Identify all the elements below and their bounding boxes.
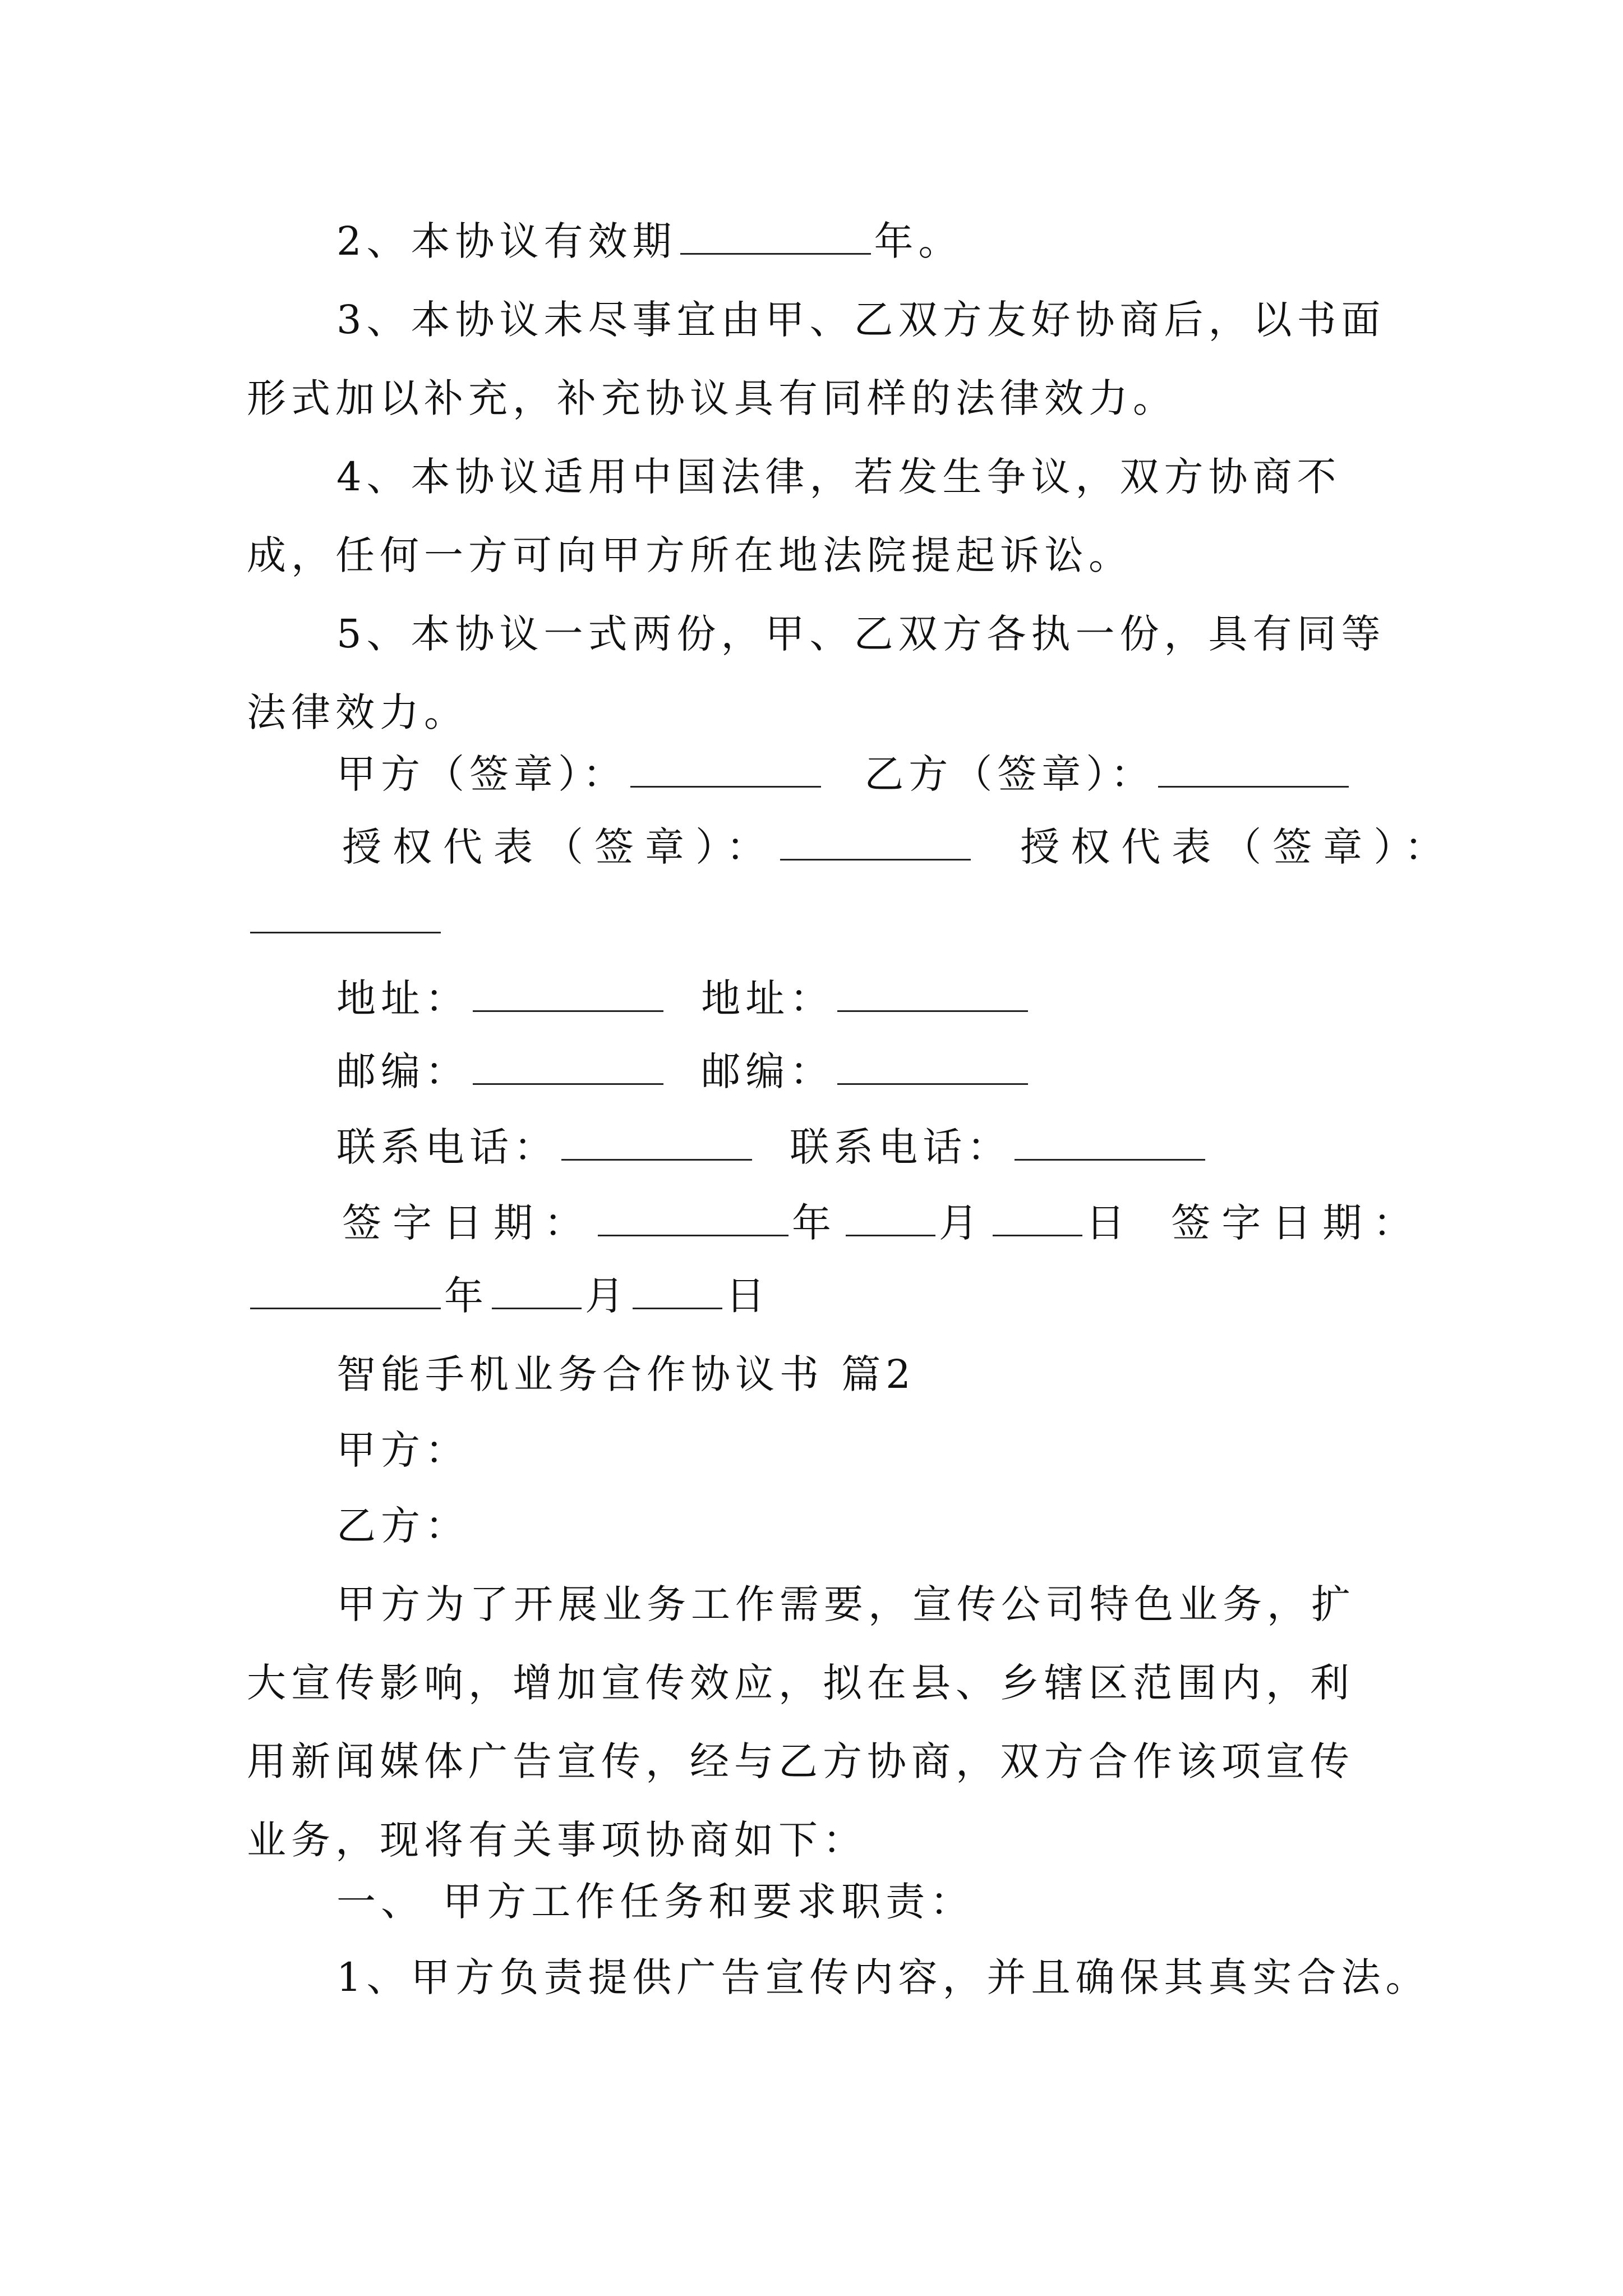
auth-rep-b-blank (250, 896, 441, 933)
sign-date-a-month-blank (846, 1199, 935, 1236)
section-2-party-a: 甲方： (336, 1427, 469, 1473)
clause-2-suffix: 年。 (874, 218, 963, 264)
postcode-b-label: 邮编： (701, 1048, 834, 1094)
day-label: 日 (1086, 1200, 1136, 1246)
section-2-title: 智能手机业务合作协议书 篇2 (336, 1351, 916, 1397)
section-2-intro: 甲方为了开展业务工作需要，宣传公司特色业务，扩大宣传影响，增加宣传效应，拟在县、乡辖区范围内，利用新闻媒体广告宣传，经与乙方协商，双方合作该项宣传业务，现将有关事项协商如下： (247, 1581, 1355, 1863)
address-b-label: 地址： (701, 976, 834, 1022)
postcode-a-blank (473, 1047, 663, 1085)
sign-date-b-year-blank (250, 1272, 441, 1309)
party-b-sign-label: 乙方（签章）： (864, 751, 1155, 797)
phone-a-label: 联系电话： (336, 1124, 558, 1170)
party-sign-row (336, 746, 1352, 802)
address-a-label: 地址： (336, 976, 469, 1022)
auth-rep-row (342, 819, 1455, 875)
clause-2 (336, 213, 963, 269)
sign-date-a-year-blank (598, 1199, 789, 1236)
phone-b-label: 联系电话： (790, 1124, 1012, 1170)
party-a-sign-label: 甲方（签章）： (336, 751, 627, 797)
postcode-row (336, 1043, 1031, 1099)
address-b-blank (837, 974, 1028, 1012)
section-2-heading-1: 一、 甲方工作任务和要求职责： (336, 1879, 975, 1925)
section-2-party-b: 乙方： (336, 1503, 469, 1549)
auth-rep-a-label: 授权代表（签章）： (342, 824, 777, 870)
postcode-b-blank (837, 1047, 1028, 1085)
day-label: 日 (726, 1273, 770, 1319)
auth-rep-b-label: 授权代表（签章）： (1020, 824, 1455, 870)
auth-rep-a-blank (780, 823, 971, 861)
phone-a-blank (561, 1123, 752, 1161)
clause-2-text: 2、本协议有效期 (336, 218, 677, 264)
month-label: 月 (939, 1200, 989, 1246)
clause-4: 4、本协议适用中国法律，若发生争议，双方协商不成，任何一方可向甲方所在地法院提起诉讼。 (247, 454, 1341, 578)
year-label: 年 (792, 1200, 842, 1246)
auth-rep-b-row (247, 892, 444, 948)
clause-3: 3、本协议未尽事宜由甲、乙双方友好协商后，以书面形式加以补充，补充协议具有同样的法律效力。 (247, 297, 1386, 421)
postcode-a-label: 邮编： (336, 1048, 469, 1094)
sign-date-b-month-blank (492, 1272, 582, 1309)
term-years-blank (680, 217, 871, 255)
sign-date-a-label: 签字日期： (342, 1200, 594, 1246)
sign-date-a-day-blank (993, 1199, 1082, 1236)
sign-date-b-row (247, 1268, 770, 1324)
phone-row (336, 1119, 1209, 1175)
sign-date-row (342, 1195, 1423, 1251)
sign-date-b-day-blank (633, 1272, 722, 1309)
sign-date-b-label: 签字日期： (1171, 1200, 1424, 1246)
address-a-blank (473, 974, 663, 1012)
section-2-item-1: 1、甲方负责提供广告宣传内容，并且确保其真实合法。 (336, 1954, 1430, 2000)
address-row (336, 970, 1031, 1027)
party-a-sign-blank (630, 750, 821, 788)
party-b-sign-blank (1158, 750, 1349, 788)
phone-b-blank (1015, 1123, 1205, 1161)
year-label: 年 (444, 1273, 488, 1319)
month-label: 月 (585, 1273, 629, 1319)
clause-5: 5、本协议一式两份，甲、乙双方各执一份，具有同等法律效力。 (247, 611, 1386, 735)
